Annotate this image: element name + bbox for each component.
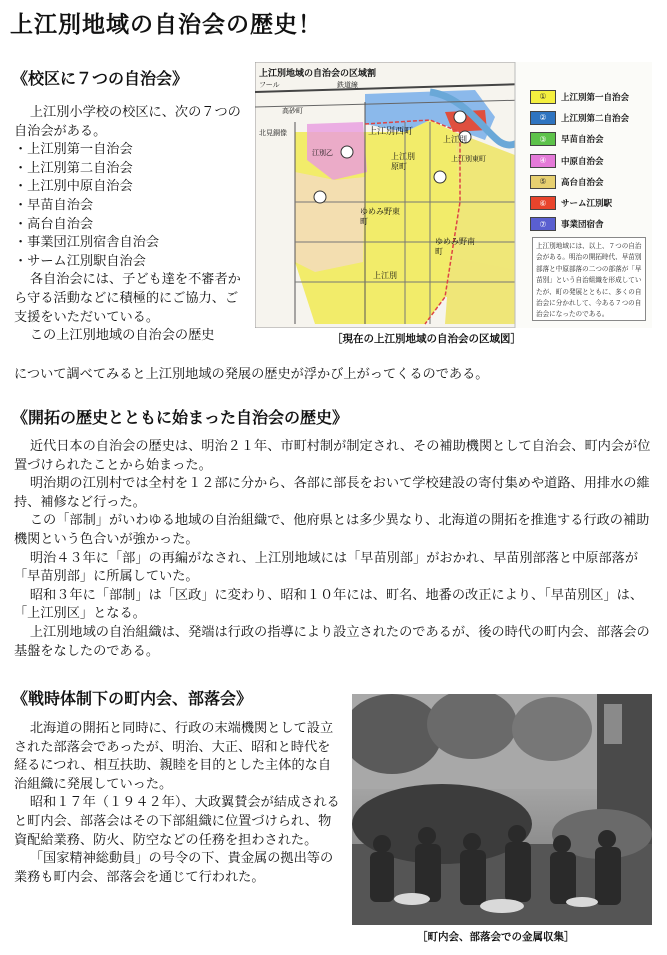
section1-para: この上江別地域の自治会の歴史 [29,328,215,344]
page-title: 上江別地域の自治会の歴史！ [10,12,322,38]
section1-list-item: ・上江別第二自治会 [14,160,133,176]
section2-para: この「部制」がいわゆる地域の自治組織で、他府県とは多少異なり、北海道の開拓を推進する行政の補助機関という色合いが強かった。 [14,513,650,547]
section3-body [14,720,340,887]
map-note: 上江別地域には、以上、７つの自治会がある。明治の開拓時代、早苗別部落と中原部落の二つの部落が「早苗別」という自治組織を形成していたが、町の発展とともに、多くの自治会に分かれして、今ある７つの自治会になったのである。 [532,237,646,321]
legend-item [530,86,642,107]
section1-body [14,104,246,346]
legend-label: 中原自治会 [561,156,604,167]
section2-para: 上江別地域の自治組織は、発端は行政の指導により設立されたのであるが、後の時代の町内会、部落会の基盤をなしたのである。 [14,624,650,659]
legend-swatch: ③ [530,132,556,146]
section2-para: 昭和３年に「部制」は「区政」に変わり、昭和１０年には、町名、地番の改正により、「早苗別区」は、「上江別区」となる。 [14,587,644,622]
map-label: 上江別 [373,271,397,280]
section2-body [14,438,654,661]
map-title: 上江別地域の自治会の区域割 [259,69,377,79]
section3-para: 「国家精神総動員」の号令の下、貴金属の拠出等の業務も町内会、部落会を通じて行われた。 [14,851,334,885]
map-label: 上江別西町 [368,127,414,137]
legend-item [530,150,642,171]
section1-heading: 《校区に７つの自治会》 [12,69,189,88]
section1-continuation: について調べてみると上江別地域の発展の歴史が浮かび上がってくるのである。 [14,367,489,382]
section2-para: 明治４３年に「部」の再編がなされ、上江別地域には「早苗別部」がおかれ、早苗別部落と中原部落が「早苗別部」に所属していた。 [14,550,639,585]
legend-label: 早苗自治会 [561,135,604,146]
legend-swatch: ④ [530,154,556,168]
map-label: 江別乙 [312,149,333,157]
metal-collection-photo [352,694,652,925]
section2-para: 明治期の江別村では全村を１２部に分から、各部に部長をおいて学校建設の寄付集めや道路、用排水の維持、補修など行った。 [14,476,650,510]
map-label: フール [259,81,280,89]
legend-swatch: ⑤ [530,175,556,189]
legend-swatch: ① [530,90,556,104]
map-label: ゆめみ野東町 [360,207,400,226]
section1-list-item: ・高台自治会 [14,216,94,232]
map-label: 鉄道線 [337,81,358,89]
section1-list-item: ・早苗自治会 [14,197,94,213]
legend-label: サーム江別駅 [561,199,613,210]
legend-swatch: ⑦ [530,217,556,231]
map-label: 上江別原町 [391,152,415,171]
legend-label: 上江別第二自治会 [561,113,630,124]
map-label: 上江別東町 [451,155,486,163]
legend-item [530,214,642,235]
map-label: 高砂町 [282,107,303,115]
legend-swatch: ⑥ [530,196,556,210]
legend-label: 高台自治会 [561,177,604,188]
section1-list-item: ・サーム江別駅自治会 [14,253,146,269]
section3-heading: 《戦時体制下の町内会、部落会》 [12,689,253,708]
map-label: ゆめみ野南町 [435,237,475,256]
legend-item [530,171,642,192]
map-label: 上江別 [443,135,467,144]
legend-item [530,129,642,150]
legend-label: 事業団宿舎 [561,220,604,231]
section2-para: 近代日本の自治会の歴史は、明治２１年、市町村制が制定され、その補助機関として自治会、町内会が位置づけられたことから始まった。 [14,439,651,473]
legend-swatch: ② [530,111,556,125]
section3-para: 北海道の開拓と同時に、行政の末端機関として設立された部落会であったが、明治、大正、昭和と時代を経るにつれ、相互扶助、親睦を目的とした主体的な自治組織に発展していった。 [14,721,334,792]
map-caption: ［現在の上江別地域の自治会の区域図］ [332,333,521,345]
legend-item [530,107,642,128]
section1-para: 各自治会には、子ども達を不審者から守る活動などに積極的にご協力、ご支援をいただいている。 [14,272,241,325]
section1-list-item: ・上江別中原自治会 [14,179,133,195]
photo-caption: ［町内会、部落会での金属収集］ [417,931,575,943]
section1-list-item: ・事業団江別宿舎自治会 [14,235,160,251]
section1-para: 上江別小学校の校区に、次の７つの自治会がある。 [14,105,241,139]
legend-label: 上江別第一自治会 [561,92,630,103]
map-label: 北見銅像 [259,129,287,137]
legend-item [530,192,642,213]
section2-heading: 《開拓の歴史とともに始まった自治会の歴史》 [12,408,349,427]
section3-para: 昭和１７年（１９４２年）、大政翼賛会が結成されると町内会、部落会はその下部組織に位置づけられ、物資配給業務、防火、防空などの任務を担わされた。 [14,795,340,848]
map-legend [530,86,642,235]
section1-list-item: ・上江別第一自治会 [14,142,133,158]
